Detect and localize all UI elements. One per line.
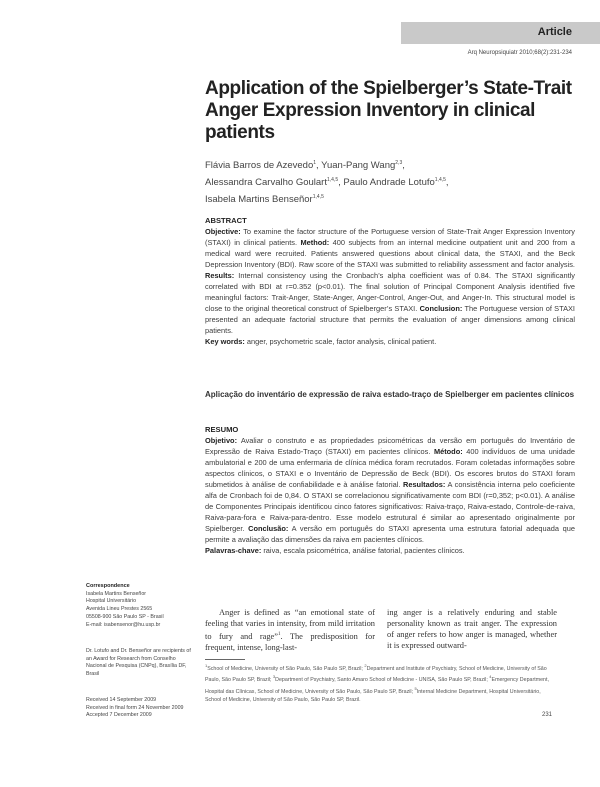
author-name: Paulo Andrade Lotufo: [343, 177, 435, 189]
revised-date: Received in final form 24 November 2009: [86, 704, 184, 711]
abstract-objective-label: Objective:: [205, 227, 241, 236]
abstract-heading: ABSTRACT: [205, 216, 247, 225]
resumo-text: [205, 435, 575, 556]
affiliation-5: Internal Medicine Department, Hospital Universitário, School of Medicine, University of São Paulo, São Paulo SP, Brazil.: [205, 688, 541, 703]
palavras-chave: raiva, escala psicométrica, análise fatorial, pacientes clínicos.: [261, 546, 465, 555]
page-number: 231: [541, 712, 552, 718]
body-column-right: [387, 607, 557, 651]
resumo-conclusao: A versão em português do STAXI apresenta uma estrutura fatorial adequada que permite a avaliação das dimensões da raiva em pacientes clínicos.: [205, 524, 575, 544]
affiliation-2: Department and Institute of Psychiatry, School of Medicine, University of São Paulo, São Paulo SP, Brazil;: [205, 665, 547, 684]
author-list: Flávia Barros de Azevedo$^1$, Yuan-Pang Wang$^{2,3}$, Alessandra Carvalho Goulart$^{1,4,5}$, Paulo Andrade Lotufo$^{1,4,5}$, Isabela Martins Benseñor$^{1,4,5}$: [205, 160, 449, 206]
resumo-metodo-label: Método:: [433, 447, 463, 456]
dates-block: [86, 697, 191, 720]
journal-citation: Arq Neuropsiquiatr 2010;68(2):231-234: [467, 50, 572, 56]
author-affiliation: 2,3: [395, 160, 403, 166]
portuguese-title: Aplicação do inventário de expressão de raiva estado-traço de Spielberger em pacientes clínicos: [205, 390, 575, 399]
keywords: anger, psychometric scale, factor analysis, clinical patient.: [244, 337, 437, 346]
resumo-conclusao-label: Conclusão:: [248, 524, 289, 533]
abstract-objective: To examine the factor structure of the Portuguese version of State-Trait Anger Expression Inventory (STAXI) in clinical patients.: [205, 227, 575, 247]
abstract-conclusion-label: Conclusion:: [419, 304, 463, 313]
resumo-resultados-label: Resultados:: [403, 480, 446, 489]
citation-ref: 1: [278, 632, 281, 637]
correspondence-heading: Correspondence: [86, 583, 130, 589]
affiliation-3: Department of Psychiatry, Santo Amaro School of Medicine - UNISA, São Paulo SP, Brazil;: [275, 677, 490, 684]
resumo-resultados: A consistência interna pelo coeficiente alfa de Cronbach foi de 0,84. O STAXI se correlacionou significativamente com BDI (r=0,352; p<0.01). A análise de Componentes Principais identificou cinco fatores significativos: Raiva-traço, Raiva-estado, Controle-de-raiva, Raiva-para-fora e Raiva-para-dentro. Esse modelo estrutural é similar ao apresentado originalmente por Spielberger.: [205, 480, 575, 533]
resumo-heading: RESUMO: [205, 425, 239, 434]
correspondence-line: Hospital Universitário: [86, 598, 137, 605]
author-affiliation: 1: [313, 160, 317, 166]
author-affiliation: 1,4,5: [312, 194, 324, 201]
resumo-metodo: 400 indivíduos de uma unidade ambulatorial e 200 de uma enfermaria de clínica médica foram recrutados. Foram coletadas informações sobre aspectos clínicos, o STAXI e o Inventário de Depressão de Beck (BDI). Os escores brutos do STAXI foram submetidos à análise de confiabilidade e à análise fatorial.: [205, 447, 575, 489]
correspondence-email: E-mail: isabensenor@hu.usp.br: [86, 621, 161, 628]
correspondence-line: Avenida Lineu Prestes 2565: [86, 606, 153, 613]
affiliation-4: Emergency Department, Hospital das Clínicas, School of Medicine, University of São Paulo, São Paulo SP, Brazil;: [205, 677, 549, 695]
author-name: Yuan-Pang Wang: [321, 160, 396, 172]
article-title: Application of the Spielberger’s State-Trait Anger Expression Inventory in clinical patients: [205, 78, 572, 143]
author-name: Flávia Barros de Azevedo: [205, 160, 314, 172]
resumo-objetivo: Avaliar o construto e as propriedades psicométricas da versão em português do Inventário de Expressão de Raiva Estado-Traço (STAXI) em pacientes clínicos.: [205, 436, 575, 456]
author-affiliation: 1,4,5: [326, 177, 339, 184]
author-name: Isabela Martins Benseñor: [205, 194, 313, 206]
abstract-results: Internal consistency using the Cronbach’s alpha coefficient was of 0.84. The STAXI significantly correlated with BDI at r=0.352 (p<0.01). The final solution of Principal Component Analysis identified five meaningful factors: Trait-Anger, State-Anger, Anger-Control, Anger-Out, and Anger-In. This structural model is close to the original theoretical construct of Spielberger’s STAXI.: [205, 271, 575, 313]
palavras-chave-label: Palavras-chave:: [205, 546, 262, 555]
affiliation-1: School of Medicine, University of São Paulo, São Paulo SP, Brazil;: [207, 665, 365, 672]
body-text: Anger is defined as “an emotional state of feeling that varies in intensity, from mild irritation to fury and rage”: [205, 608, 375, 641]
body-column-left: [205, 607, 375, 653]
abstract-method: 400 subjects from an internal medicine outpatient unit and 200 from a medical ward were recruited. Patients answered questions about clinical data, the STAXI, and the Beck Depression Inventory (BDI). Raw score of the STAXI was submitted to reliability assessment and factor analysis.: [205, 238, 575, 269]
correspondence-block: [86, 583, 191, 629]
body-text: ing anger is a relatively enduring and stable personality known as trait anger. The expression of anger refers to how anger is managed, whether it is expressed outward-: [387, 608, 557, 650]
author-affiliation: 1,4,5: [434, 177, 446, 184]
award-note: Dr. Lotufo and Dr. Benseñor are recipients of an Award for Research from Conselho Nacional de Pesquisa (CNPq), Brasília DF, Brasil: [86, 648, 191, 678]
abstract-method-label: Method:: [300, 238, 330, 247]
article-type-label: Article: [537, 26, 572, 38]
resumo-objetivo-label: Objetivo:: [205, 436, 238, 445]
correspondence-line: Isabela Martins Benseñor: [86, 590, 147, 597]
body-text: . The predisposition for frequent, intense, long-last-: [205, 631, 375, 652]
keywords-label: Key words:: [205, 337, 245, 346]
abstract-conclusion: The Portuguese version of STAXI presented an adequate factorial structure that permits the evaluation of anger dimensions among clinical patients.: [205, 304, 575, 335]
abstract-text: [205, 226, 575, 347]
footnote-rule: [205, 659, 245, 660]
accepted-date: Accepted 7 December 2009: [86, 712, 152, 719]
author-name: Alessandra Carvalho Goulart: [205, 177, 327, 189]
correspondence-line: 05508-900 São Paulo SP - Brasil: [86, 613, 164, 620]
affiliations-footnote: $^1$School of Medicine, University of São Paulo, São Paulo SP, Brazil; $^2$Department and Institute of Psychiatry, School of Medicine, University of São Paulo, São Paulo SP, Brazil; $^3$Department of Psychiatry, Santo Amaro School of Medicine - UNISA, São Paulo SP, Brazil; $^4$Emergency Department, Hospital das Clínicas, School of Medicine, University of São Paulo, São Paulo SP, Brazil; $^5$Internal Medicine Department, Hospital Universitário, School of Medicine, University of São Paulo, São Paulo SP, Brazil.: [205, 663, 549, 703]
received-date: Received 14 September 2009: [86, 697, 157, 703]
abstract-results-label: Results:: [205, 271, 235, 280]
article-type-tab: [401, 22, 600, 44]
